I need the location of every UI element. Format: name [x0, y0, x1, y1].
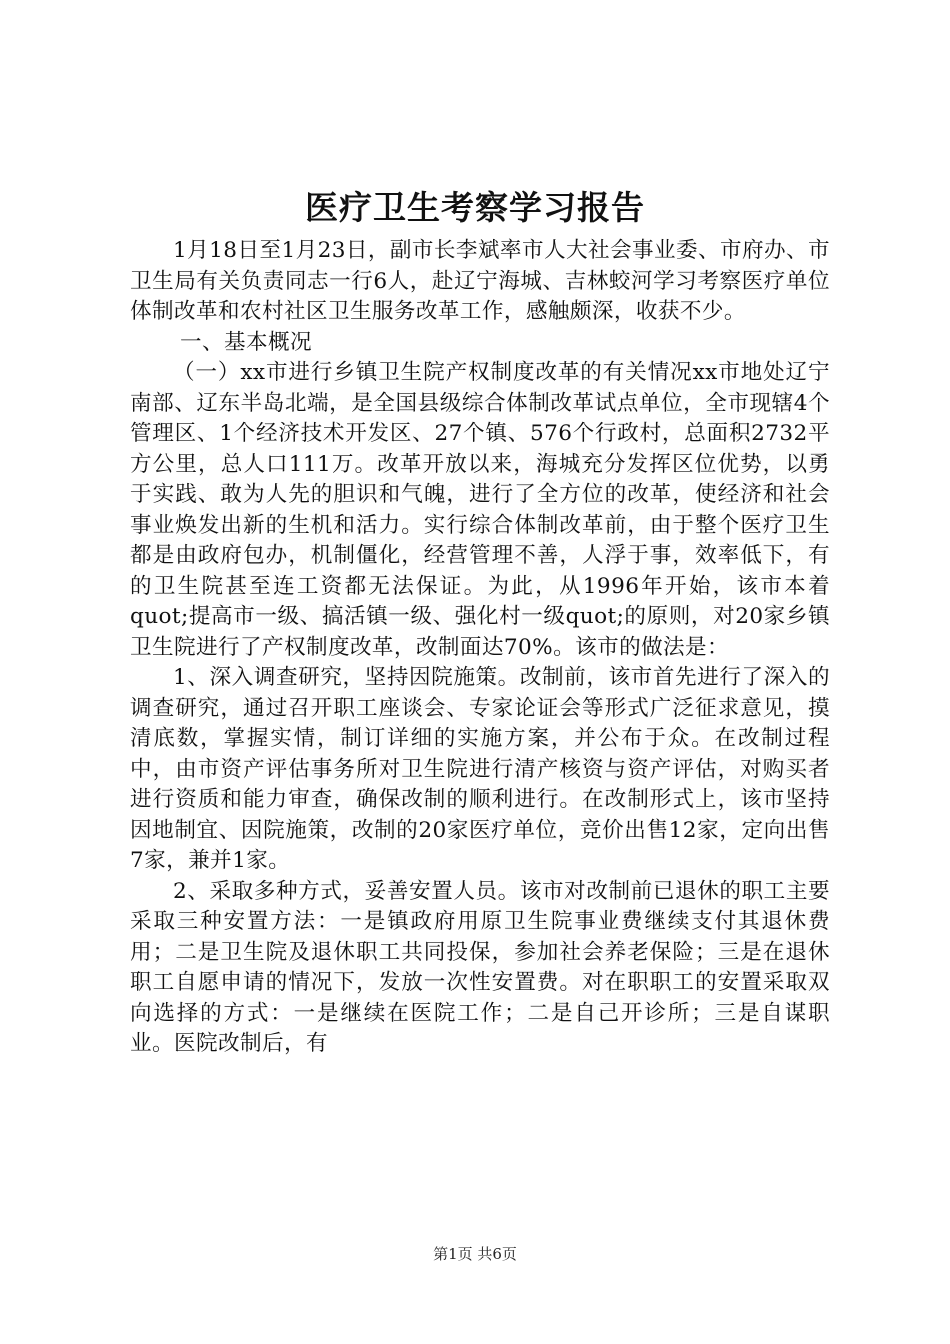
page-number-footer: 第1页 共6页 [433, 1245, 517, 1263]
section-heading-basic-overview: 一、基本概况 [180, 329, 312, 355]
document-title: 医疗卫生考察学习报告 [305, 188, 645, 227]
paragraph-intro: 1月18日至1月23日，副市长李斌率市人大社会事业委、市府办、市卫生局有关负责同志一行6人，赴辽宁海城、吉林蛟河学习考察医疗单位体制改革和农村社区卫生服务改革工作，感触颇深，收获不少。 [130, 238, 830, 324]
document-body [130, 236, 830, 1060]
paragraph-point-2: 2、采取多种方式，妥善安置人员。该市对改制前已退休的职工主要采取三种安置方法：一是镇政府用原卫生院事业费继续支付其退休费用；二是卫生院及退休职工共同投保，参加社会养老保险；三是在退休职工自愿申请的情况下，发放一次性安置费。对在职职工的安置采取双向选择的方式：一是继续在医院工作；二是自己开诊所；三是自谋职业。医院改制后，有 [130, 878, 830, 1056]
paragraph-point-1: 1、深入调查研究，坚持因院施策。改制前，该市首先进行了深入的调查研究，通过召开职工座谈会、专家论证会等形式广泛征求意见，摸清底数，掌握实情，制订详细的实施方案，并公布于众。在改制过程中，由市资产评估事务所对卫生院进行清产核资与资产评估，对购买者进行资质和能力审查，确保改制的顺利进行。在改制形式上，该市坚持因地制宜、因院施策，改制的20家医疗单位，竞价出售12家，定向出售7家，兼并1家。 [130, 665, 830, 873]
paragraph-subsection-1: （一）xx市进行乡镇卫生院产权制度改革的有关情况xx市地处辽宁南部、辽东半岛北端，是全国县级综合体制改革试点单位，全市现辖4个管理区、1个经济技术开发区、27个镇、576个行政村，总面积2732平方公里，总人口111万。改革开放以来，海城充分发挥区位优势，以勇于实践、敢为人先的胆识和气魄，进行了全方位的改革，使经济和社会事业焕发出新的生机和活力。实行综合体制改革前，由于整个医疗卫生都是由政府包办，机制僵化，经营管理不善，人浮于事，效率低下，有的卫生院甚至连工资都无法保证。为此，从1996年开始，该市本着quot;提高市一级、搞活镇一级、强化村一级quot;的原则，对20家乡镇卫生院进行了产权制度改革，改制面达70%。该市的做法是： [130, 360, 830, 660]
